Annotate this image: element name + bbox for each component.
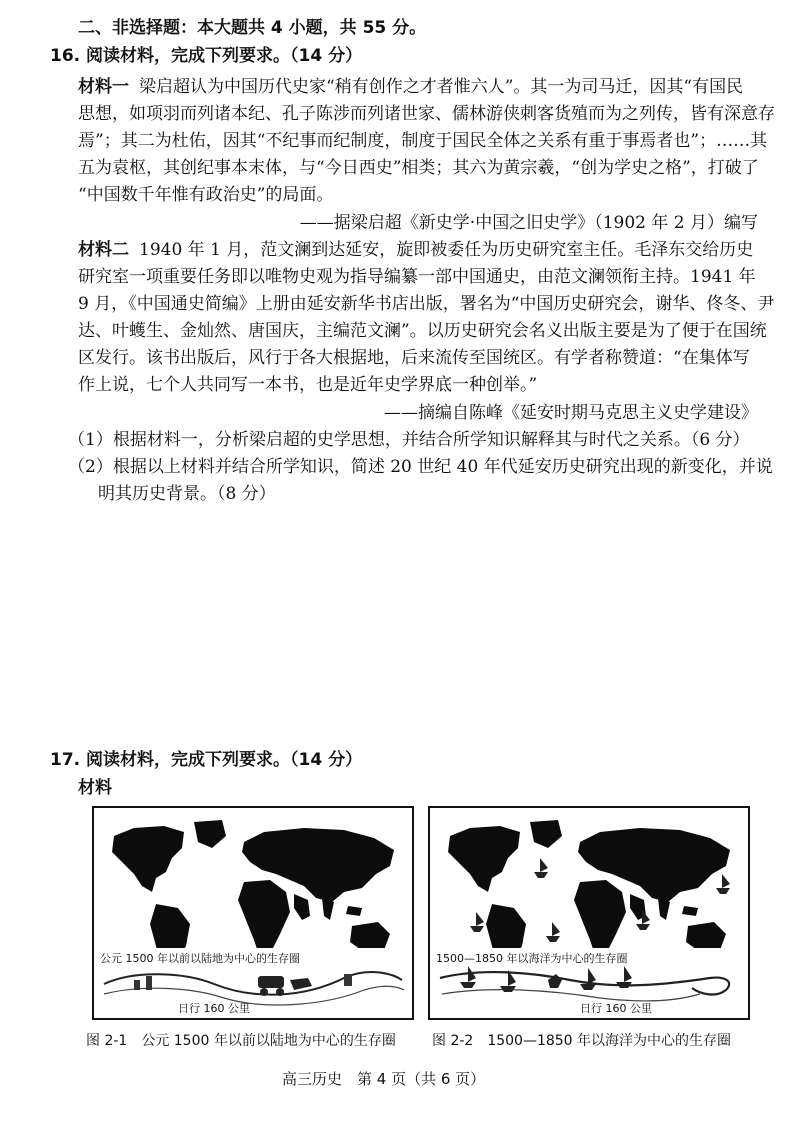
material2-source: ——摘编自陈峰《延安时期马克思主义史学建设》 — [384, 403, 758, 423]
material2-line-4: 达、叶蠖生、金灿然、唐国庆，主编范文澜”。以历史研究会名义出版主要是为了便于在国统 — [78, 321, 767, 341]
page-footer: 高三历史 第 4 页（共 6 页） — [282, 1070, 486, 1088]
material2-line-3: 9 月，《中国通史简编》上册由延安新华书店出版，署名为“中国历史研究会，谢华、佟冬、尹 — [78, 294, 775, 314]
material1-label: 材料一 — [78, 77, 129, 97]
fig2-speed-label: 日行 160 公里 — [580, 1002, 652, 1015]
material1-line-4: 五为袁枢，其创纪事本末体，与“今日西史”相类；其六为黄宗羲，“创为学史之格”，打破了 — [78, 158, 759, 178]
fig2-caption: 图 2-2 1500—1850 年以海洋为中心的生存圈 — [432, 1033, 732, 1049]
material1-line-1: 材料一 梁启超认为中国历代史家“稍有创作之才者惟六人”。其一为司马迁，因其“有国民 — [78, 77, 744, 97]
section-heading: 二、非选择题：本大题共 4 小题，共 55 分。 — [78, 18, 427, 38]
figure-2-2 — [428, 806, 750, 1020]
material2-line-6: 作上说，七个人共同写一本书，也是近年史学界底一种创举。” — [78, 375, 538, 395]
world-map-land-centered — [94, 808, 412, 1018]
figure-2-1 — [92, 806, 414, 1020]
fig1-speed-label: 日行 160 公里 — [178, 1002, 250, 1015]
material1-line-2: 思想，如项羽而列诸本纪、孔子陈涉而列诸世家、儒林游侠刺客货殖而为之列传，皆有深意存 — [78, 104, 775, 124]
material1-line-5: “中国数千年惟有政治史”的局面。 — [78, 185, 334, 205]
material2-line-1: 材料二 1940 年 1 月，范文澜到达延安，旋即被委任为历史研究室主任。毛泽东交给历史 — [78, 240, 754, 260]
q16-sub1: （1）根据材料一，分析梁启超的史学思想，并结合所学知识解释其与时代之关系。（6 分） — [68, 430, 750, 450]
material2-line-5: 区发行。该书出版后，风行于各大根据地，后来流传至国统区。有学者称赞道：“在集体写 — [78, 348, 750, 368]
q16-sub2-line2: 明其历史背景。（8 分） — [98, 484, 276, 504]
q17-title: 17. 阅读材料，完成下列要求。（14 分） — [50, 750, 363, 770]
material1-line-3: 焉”；其二为杜佑，因其“不纪事而纪制度，制度于国民全体之关系有重于事焉者也”；……其 — [78, 131, 768, 151]
material2-line-2: 研究室一项重要任务即以唯物史观为指导编纂一部中国通史，由范文澜领衔主持。1941 年 — [78, 267, 756, 287]
q16-sub2-line1: （2）根据以上材料并结合所学知识，简述 20 世纪 40 年代延安历史研究出现的新变化，并说 — [68, 457, 773, 477]
q16-title: 16. 阅读材料，完成下列要求。（14 分） — [50, 46, 363, 66]
world-map-ocean-centered — [430, 808, 748, 1018]
material2-label: 材料二 — [78, 240, 129, 260]
fig1-caption: 图 2-1 公元 1500 年以前以陆地为中心的生存圈 — [86, 1033, 396, 1049]
q17-material-label: 材料 — [78, 778, 112, 798]
material1-source: ——据梁启超《新史学·中国之旧史学》（1902 年 2 月）编写 — [299, 213, 758, 233]
fig1-inner-caption: 公元 1500 年以前以陆地为中心的生存圈 — [100, 952, 300, 965]
fig2-inner-caption: 1500—1850 年以海洋为中心的生存圈 — [436, 952, 628, 965]
